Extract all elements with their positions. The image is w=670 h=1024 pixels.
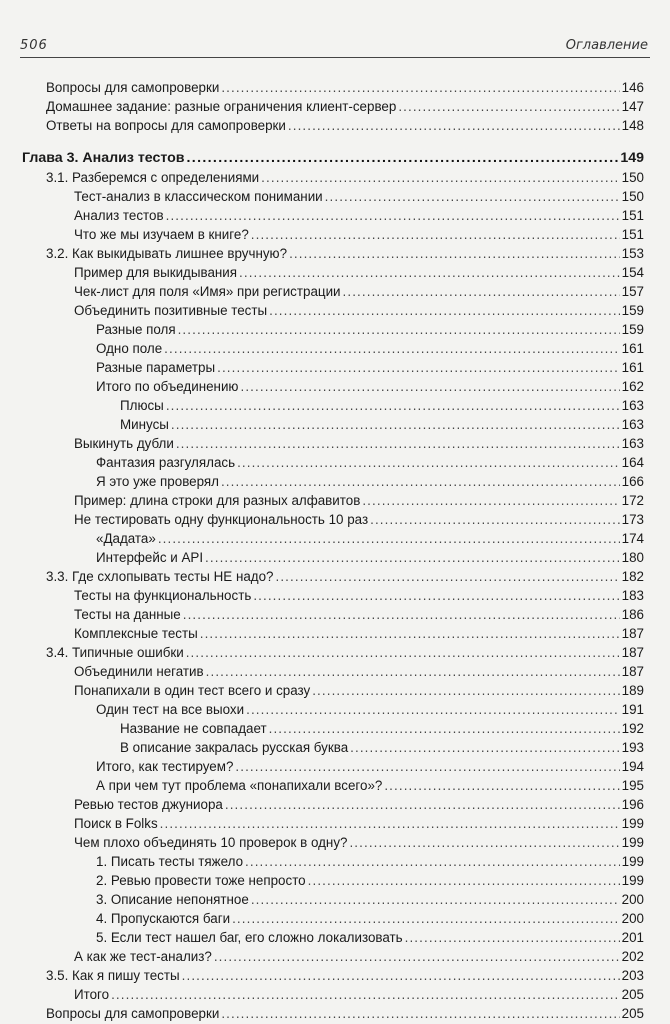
toc-entry [96,358,644,377]
toc-entry-page: 200 [621,911,644,926]
toc-entry [120,738,644,757]
dot-leader [111,985,620,1004]
toc-entry [120,415,644,434]
toc-entry-title: Не тестировать одну функциональность 10 раз [74,512,369,527]
dot-leader [200,624,620,643]
toc-entry-title: В описание закралась русская буква [120,740,349,755]
dot-leader [253,586,619,605]
dot-leader [276,567,620,586]
dot-leader [225,795,620,814]
toc-entry-page: 205 [621,1006,644,1021]
dot-leader [237,453,620,472]
toc-entry-title: Вопросы для самопроверки [46,80,220,95]
toc-entry [74,263,644,282]
toc-entry-title: Итого, как тестируем? [96,759,234,774]
toc-entry [46,1004,644,1023]
toc-entry [46,168,644,187]
toc-entry-page: 163 [621,417,644,432]
dot-leader [245,852,620,871]
header-rule [20,57,650,58]
toc-entry-title: Итого [74,987,110,1002]
toc-entry-page: 157 [621,284,644,299]
toc-entry-title: Домашнее задание: разные ограничения клиент-сервер [46,99,397,114]
toc-entry-page: 172 [621,493,644,508]
toc-entry-title: Ответы на вопросы для самопроверки [46,118,286,133]
dot-leader [349,833,619,852]
toc-entry-page: 182 [621,569,644,584]
toc-entry-page: 192 [621,721,644,736]
dot-leader [166,396,620,415]
toc-entry [74,814,644,833]
toc-entry [96,776,644,795]
toc-entry-page: 199 [621,873,644,888]
dot-leader [384,776,619,795]
toc-entry-page: 194 [621,759,644,774]
toc-entry [74,187,644,206]
toc-entry-title: Минусы [120,417,169,432]
toc-entry-title: Пример: длина строки для разных алфавитов [74,493,361,508]
dot-leader [312,681,619,700]
dot-leader [164,339,619,358]
toc-entry-page: 201 [621,930,644,945]
toc-entry [46,567,644,586]
section-title: Оглавление [565,38,648,53]
toc-entry-title: Я это уже проверял [96,474,219,489]
toc-entry-page: 187 [621,664,644,679]
toc-entry-title: Вопросы для самопроверки [46,1006,220,1021]
toc-entry-page: 150 [621,170,644,185]
dot-leader [362,491,619,510]
toc-entry-page: 163 [621,398,644,413]
dot-leader [251,225,620,244]
dot-leader [182,966,620,985]
toc-entry-title: Плюсы [120,398,164,413]
dot-leader [166,206,620,225]
toc-entry-title: Итого по объединению [96,379,239,394]
toc-entry-title: 3.4. Типичные ошибки [46,645,184,660]
toc-entry-title: Объединить позитивные тесты [74,303,268,318]
dot-leader [206,662,620,681]
toc-entry [74,586,644,605]
dot-leader [261,168,619,187]
toc-entry-title: А как же тест-анализ? [74,949,212,964]
toc-entry-page: 166 [621,474,644,489]
toc-entry [120,719,644,738]
dot-leader [217,358,620,377]
toc-entry-title: Выкинуть дубли [74,436,174,451]
toc-entry-title: А при чем тут проблема «понапихали всего»? [96,778,383,793]
toc-entry-title: 5. Если тест нашел баг, его сложно локализовать [96,930,403,945]
toc-entry-title: 3. Описание непонятное [96,892,249,907]
toc-entry-page: 200 [621,892,644,907]
toc-entry-title: 2. Ревью провести тоже непросто [96,873,306,888]
toc-entry [96,890,644,909]
dot-leader [186,643,620,662]
toc-entry-page: 205 [621,987,644,1002]
dot-leader [289,244,620,263]
toc-entry-title: 3.5. Как я пишу тесты [46,968,180,983]
toc-entry-page: 195 [621,778,644,793]
toc-entry-title: Чек-лист для поля «Имя» при регистрации [74,284,341,299]
dot-leader [171,415,620,434]
dot-leader [158,529,620,548]
toc-entry [74,282,644,301]
dot-leader [176,434,620,453]
dot-leader [405,928,620,947]
dot-leader [269,301,620,320]
toc-entry-page: 162 [621,379,644,394]
toc-entry [74,206,644,225]
dot-leader [205,548,620,567]
toc-entry-title: Поиск в Folks [74,816,158,831]
toc-entry-title: Разные поля [96,322,176,337]
toc-entry [96,529,644,548]
toc-entry-page: 174 [621,531,644,546]
toc-entry-title: Одно поле [96,341,163,356]
toc-entry [96,377,644,396]
toc-entry-title: Название не совпадает [120,721,267,736]
toc-entry [120,396,644,415]
dot-leader [343,282,620,301]
toc-entry-page: 191 [621,702,644,717]
dot-leader [239,263,620,282]
toc-entry [74,795,644,814]
toc-entry [96,548,644,567]
toc-entry [46,116,644,135]
toc-entry-page: 151 [621,227,644,242]
toc-entry-title: 4. Пропускаются баги [96,911,231,926]
toc-entry-title: Комплексные тесты [74,626,198,641]
toc-entry-page: 149 [620,150,644,166]
toc-entry [74,833,644,852]
toc-entry-page: 159 [621,303,644,318]
toc-entry-title: Чем плохо объединять 10 проверок в одну? [74,835,348,850]
toc-entry-title: Тесты на данные [74,607,181,622]
toc-entry-page: 187 [621,626,644,641]
toc-entry [74,301,644,320]
dot-leader [178,320,620,339]
toc-entry [96,852,644,871]
toc-entry-page: 196 [621,797,644,812]
toc-entry-page: 180 [621,550,644,565]
toc-entry-title: 3.1. Разберемся с определениями [46,170,260,185]
toc-entry-title: 3.3. Где схлопывать тесты НЕ надо? [46,569,274,584]
toc-entry [96,339,644,358]
toc-entry-page: 150 [621,189,644,204]
dot-leader [288,116,620,135]
toc-entry-page: 151 [621,208,644,223]
toc-entry [74,225,644,244]
toc-entry-page: 199 [621,835,644,850]
toc-entry-page: 161 [621,360,644,375]
toc-entry [46,244,644,263]
toc-entry [74,491,644,510]
dot-leader [235,757,619,776]
toc-entry-page: 147 [621,99,644,114]
toc-entry [96,757,644,776]
dot-leader [221,1004,619,1023]
toc-entry-page: 203 [621,968,644,983]
dot-leader [160,814,620,833]
dot-leader [269,719,620,738]
toc-entry [46,966,644,985]
toc-entry [96,453,644,472]
dot-leader [308,871,620,890]
dot-leader [221,472,620,491]
toc-entry [74,662,644,681]
toc-entry-page: 161 [621,341,644,356]
toc-entry-page: 202 [621,949,644,964]
toc-entry-page: 186 [621,607,644,622]
toc-entry-page: 199 [621,816,644,831]
dot-leader [187,149,619,168]
toc-entry [96,871,644,890]
toc-entry-page: 189 [621,683,644,698]
toc-entry-page: 154 [621,265,644,280]
dot-leader [325,187,620,206]
toc-entry-page: 183 [621,588,644,603]
toc-entry-title: Анализ тестов [74,208,164,223]
toc-entry [74,605,644,624]
toc-entry-page: 146 [621,80,644,95]
toc-entry-title: Объединили негатив [74,664,204,679]
toc-entry-page: 164 [621,455,644,470]
dot-leader [221,78,619,97]
page-number: 506 [20,38,48,53]
toc-entry [74,947,644,966]
toc-entry-title: Тесты на функциональность [74,588,252,603]
dot-leader [251,890,620,909]
toc-entry-page: 199 [621,854,644,869]
dot-leader [246,700,620,719]
toc-entry [74,510,644,529]
toc-entry-title: 3.2. Как выкидывать лишнее вручную? [46,246,288,261]
toc-entry-title: Интерфейс и API [96,550,204,565]
toc-entry-title: Разные параметры [96,360,216,375]
toc-entry [96,909,644,928]
toc-entry [74,985,644,1004]
toc-entry-title: Тест-анализ в классическом понимании [74,189,323,204]
dot-leader [370,510,620,529]
toc-entry [74,434,644,453]
toc-entry-page: 193 [621,740,644,755]
chapter-heading [22,149,644,168]
toc-entry-page: 159 [621,322,644,337]
toc-entry-page: 173 [621,512,644,527]
dot-leader [240,377,619,396]
toc-entry-title: Фантазия разгулялась [96,455,236,470]
dot-leader [350,738,620,757]
toc-entry-title: Что же мы изучаем в книге? [74,227,249,242]
toc-entry [96,928,644,947]
dot-leader [398,97,619,116]
toc-entry [74,681,644,700]
dot-leader [183,605,620,624]
toc-entry [96,320,644,339]
toc-entry-page: 153 [621,246,644,261]
toc-entry-title: Один тест на все выохи [96,702,245,717]
dot-leader [214,947,620,966]
toc-entry [46,78,644,97]
toc-entry-title: Пример для выкидывания [74,265,238,280]
toc-entry-title: «Дадата» [96,531,156,546]
toc-entry [46,97,644,116]
toc-entry [46,643,644,662]
toc-entry [96,700,644,719]
toc-entry-page: 187 [621,645,644,660]
toc-entry [96,472,644,491]
toc-entry-page: 163 [621,436,644,451]
toc-entry-title: Глава 3. Анализ тестов [22,150,185,166]
toc-entry-title: Ревью тестов джуниора [74,797,223,812]
toc-entry [74,624,644,643]
dot-leader [232,909,620,928]
toc-entry-title: Понапихали в один тест всего и сразу [74,683,311,698]
toc-entry-title: 1. Писать тесты тяжело [96,854,244,869]
toc-entry-page: 148 [621,118,644,133]
